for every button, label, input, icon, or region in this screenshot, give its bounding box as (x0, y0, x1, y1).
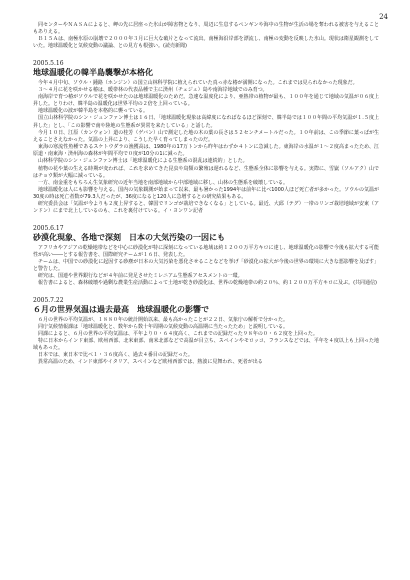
article-paragraph: 一方、南金重をもちろん生気象研究の近年当地を南部地域から中部地域に移し、山林の生態系を破壊している。 (33, 179, 289, 186)
article-paragraph: 研究委員会は「気温が今よりも２度上昇すると、韓国でリンゴが栽培できなくなる」としている。最近、大邱（テグ）一帯のリンゴ栽培地域が安東（アンドン）にまで北上しているのも、これを裏付けている。イ・ヨンワン記者 (33, 201, 379, 215)
article-paragraph: 報告書によると、森林破壊や過剰な農業生産活動によって土地が乾き砂漠化は、世界の乾燥地帯の約２０％、約１２００万平方キロに及ぶ。(共同通信) (33, 280, 378, 287)
article-paragraph: 国立山林科学院のシン・ジュンファン博士は１６日、「地球温暖化現象は高緯度になればなるほど深刻で、韓半島では１００年間の平均気温が１.５度上昇した」とし、「この影響で南や陸地の生態系が異常を来たしている」と話した。 (33, 115, 379, 129)
page-content (33, 22, 379, 367)
article-headline: ６月の世界気温は過去最高 地球温暖化の影響で (33, 304, 209, 314)
article-paragraph: 地球温暖化の波が韓半島を本格的に襲っている。 (33, 108, 149, 115)
article-paragraph: 植物の花や葉の生える時期が変われば、これを求めてきた昆虫や鳥類の繁殖は遅れるなど、生態系全体に影響を与える。実際に、雪嶽（ソルアク）山ではチョウ類が大幅に減っている。 (33, 165, 379, 179)
intro-paragraph: Ｂ１５Ａは、南極氷原の崩壊で２０００年３月に巨大な破片となって流出。南極海沿岸部を漂流し、南極の変動を反映した氷山。現状は衛星観測をしていた。地球温暖化と気候変動の議論、との見方も根強い。(読売新聞) (33, 36, 379, 50)
article-paragraph: チームは、中国での砂漠化に起因する砂塵が日本の大気汚染を悪化させることなどを挙げ「砂漠化の拡大が今後の世界の環境に大きな悪影響を及ぼす」と警告した。 (33, 258, 379, 273)
article-headline: 砂漠化現象、各地で深刻 日本の大気汚染の一因にも (33, 232, 225, 242)
article-date: 2005.5.16 (33, 59, 64, 67)
article-paragraph: 地球温暖化は人にも影響を与える。国内の気象観測が始まって以来、最も暑かった1994年は前年に比べ1000人ほど死亡者が多かった。ソウルの気温が30度の時は死亡者数が79.3人だったが、36度になると120人に急増するとの研究結果もある。 (33, 186, 379, 201)
article-paragraph: 今月１０日、江原（カンウォン）道の桂芳（ゲバン）山で測定した地の木の葉の長さは５２センチメートルだった。１０年前は、この季節に葉っぱが生えることさえなかった。気温の上昇により、こうした早く育ってしまったのだ。 (33, 129, 379, 143)
article-paragraph: 同庁気候情報課は「地球温暖化と、数年から数十年周期の気候変動の高温期に当たったため」と説明している。 (33, 323, 289, 330)
article-paragraph: 今年４月中旬、ソウル・鍾路（ホンジン）の国立山林科学院に植えられていた真っ赤な椿が満開になった。これまでは見られなかった現象だ。 (33, 79, 358, 86)
article-paragraph: 同課によると、６月の世界の平均気温は、平年より０・６４度高く、これまでの記録だった９８年の０・６２度を上回った。 (33, 330, 318, 337)
article-paragraph: 日本では、東日本で比べ１・３６度高く、過去４番目の記録だった。 (33, 352, 193, 359)
article-headline: 地球温暖化の韓半島襲撃が本格化 (33, 67, 153, 77)
article-paragraph: ３〜４月に花を咲かせる椿は、暖帯林の代表品種で主に済州（チェジュ）島や南海岸地域でのみ育つ。 (33, 86, 268, 93)
page-number: 24 (379, 13, 388, 21)
intro-paragraph: 同センターやＮＡＳＡによると、岬の先に居座った氷山が障害物となり、周辺に生息するペンギンや海中の生物が生活の場を奪われる被害を与えることもありえる。 (33, 22, 379, 36)
article-date: 2005.7.22 (33, 296, 64, 304)
article-paragraph: 東海の寒流性魚種であるスケトウダラの漁獲高は、1980年の17万トンから昨年はわずか４トンに急減した。東海岸の水温が１〜２度高まったため、江原道・南東海・済州海の森林が年間平均で０度が10分の1に減った。 (33, 144, 379, 158)
article-paragraph: ６月の世界の平均気温が、１８８０年の統計開始以来、最も高かったことが２２日、気象庁の解析で分かった。 (33, 316, 289, 323)
article-paragraph: 南海岸で育つ椿がソウルで花を咲かせたのは地球温暖化のためだ。急速な温度化により、亜熱帯の植物が最も、１００年を通じて地域の気温が０６度上昇した。とりわけ、韓半島の温暖化は世界平均の２倍を上回っている。 (33, 93, 379, 108)
article-paragraph: 特に日本からインド東部、欧州西部、北米東部、南米北部などで高温が目立ち、スペインやモロッコ、フランスなどでは、平年を４度以上も上回った地域もあった。 (33, 338, 379, 352)
article-paragraph: 研究は、国連や世界銀行などが４年前に発足させたミレニアム生態系アセスメントの一環。 (33, 273, 243, 280)
article-paragraph: 山林科学院のシン・ジュンファン博士は「地球温暖化による生態系の混乱は連続的」とした。 (33, 158, 248, 165)
article-date: 2005.6.17 (33, 224, 64, 232)
article-paragraph: 異常高温のため、インド東部やイタリア、スペインなど欧州西部では、熱波に見舞われ、死者が出る (33, 359, 263, 366)
article-paragraph: アフリカやアジアの乾燥地帯などを中心に砂漠化が特に深刻になっている地域は約１２００万平方キロに達し、地球温暖化の影響で今後も拡大する可能性が高い――とする報告書を、国際研究チームが１６日、発表した。 (33, 244, 379, 258)
